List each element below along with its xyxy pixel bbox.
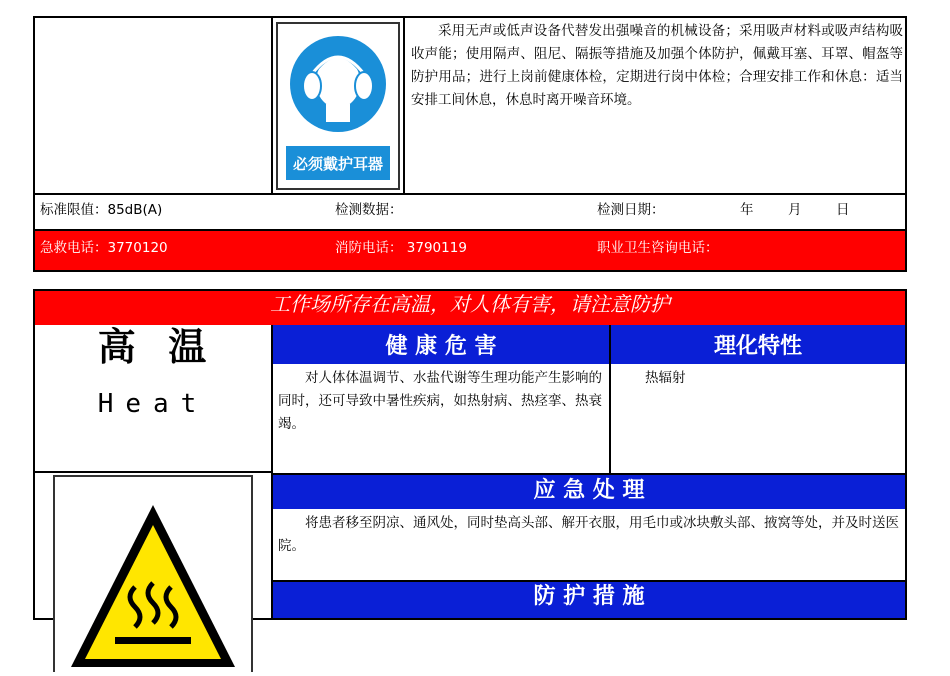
props-header-label: 理化特性 [713, 334, 802, 359]
sign-caption: 必须戴护耳器 [292, 154, 383, 173]
health-header-label: 健 康 危 害 [385, 334, 497, 359]
data-label: 检测数据： [335, 202, 403, 218]
emergency-header-label: 应 急 处 理 [533, 477, 645, 503]
props-text: 热辐射 [645, 370, 686, 386]
first-aid-phone: 急救电话：3770120 [40, 240, 168, 256]
col-divider [609, 325, 611, 473]
props-header [611, 325, 905, 364]
health-header [273, 325, 609, 364]
day-label: 日 [836, 202, 850, 218]
date-label: 检测日期： [597, 202, 665, 218]
year-label: 年 [740, 202, 754, 218]
hot-surface-warning-icon [55, 477, 251, 672]
protect-header-label: 防 护 措 施 [533, 583, 645, 609]
health-text: 对人体体温调节、水盐代谢等生理功能产生影响的同时，还可导致中暑性疾病，如热射病、热痉挛、热衰竭。 [278, 370, 602, 432]
emergency-header [273, 473, 905, 509]
occupational-phone: 职业卫生咨询电话： [597, 240, 719, 256]
hot-surface-sign [53, 475, 253, 672]
heat-banner-text: 工作场所存在高温，对人体有害，请注意防护 [270, 291, 670, 316]
limit-label: 标准限值：85dB(A) [40, 202, 163, 218]
heat-title-cn: 高 温 [97, 324, 209, 369]
protect-header [273, 582, 905, 618]
month-label: 月 [788, 202, 802, 218]
noise-divider-1 [33, 193, 907, 195]
noise-measures-text: 采用无声或低声设备代替发出强噪音的机械设备；采用吸声材料或吸声结构吸收声能；使用隔声、阻尼、隔振等措施及加强个体防护，佩戴耳塞、耳罩、帽盔等防护用品；进行上岗前健康体检，定期进行岗中体检；合理安排工作和休息：适当安排工间休息，休息时离开噪音环境。 [411, 23, 903, 108]
fire-phone: 消防电话： 3790119 [335, 240, 467, 256]
sign-cell-border [403, 16, 405, 194]
heat-title-en: Heat [97, 389, 209, 419]
ear-protection-sign [276, 22, 400, 190]
emergency-text: 将患者移至阴凉、通风处，同时垫高头部、解开衣服，用毛巾或冰块敷头部、掖窝等处，并及时送医院。 [278, 515, 899, 554]
noise-divider-2 [33, 229, 907, 231]
noise-empty-cell [33, 16, 273, 194]
left-col-divider [271, 473, 273, 620]
